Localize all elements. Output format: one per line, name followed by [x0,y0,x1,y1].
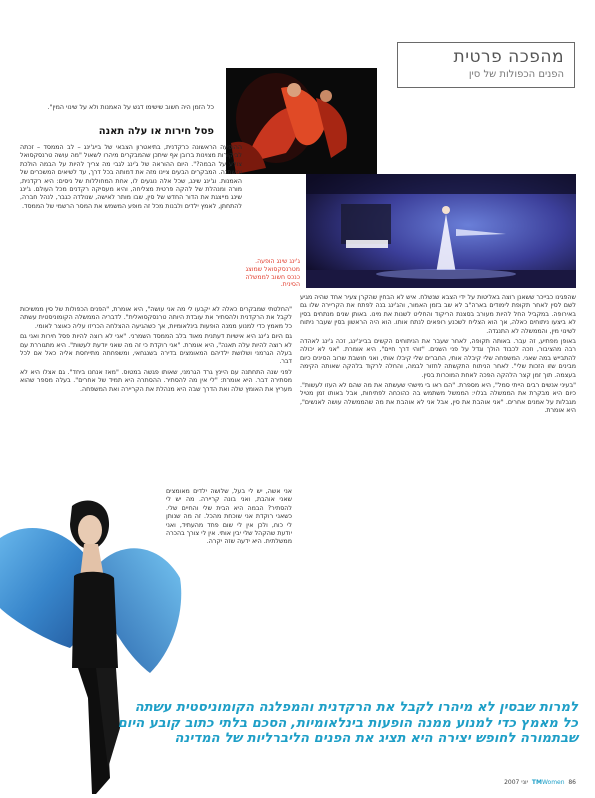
stage-photo [306,174,576,288]
section-heading: פסל חירות או עלה תאנה [98,126,214,137]
pull-quote-line-2: כל מאמץ כדי למנוע ממנה הופעות בינלאומיות, הסכם בלתי כתוב קובע היום [117,715,578,731]
section-subtitle: הפנים הכפולות של סין [468,69,564,80]
footer-brand-women: Women [541,779,565,786]
top-left-paragraph [20,104,214,122]
left-paragraph-1: ההופעה הראשונה כרקדנית, בתיאטרון הצבאי של בייג'ינג – לב הממסד – זכתה לביקורות מצוינות ברובן אף שיתכן שהמבקרים מיהרו לשאול "מה עושה טרנסקסואל צולע על הבמה?". היום ההוראה של ג'ינג לגבי מה צריך להיות על הבמה הולכת ומשתנה. המבקרים הבעים ציינו מזה את דמותה בכל דרך, עד לשיאים המשכרים של האמנות. וג'ינג שינג, שכל אלה נוגעים לו, אחת המחוללות של ניסים: היא רקדנית, מורה ומנהלת של להקה פרטית מצליחה, והיא מעסיקה רקדנים מכל העולם. ג'ינג שינג מייצגת את הדור החדש של סין, שבו מותר לאישה, שנולדה כגבר, לנהל חברה, להתחתן, לאמץ ילדים ולבנות מכל זה מופע המשמש את המסר הרשמי של הממסד. [20,144,242,210]
right-paragraph-1: שהפגינו כבייכר ששאנן רוצה באליטות על ידי הצבא שנשלח. איש לא הבחין שהקרן צעיר אחד שהיה מגיע לשם לסין לאחר תקופת לימודים בארה"ב לא שב בזמן האמור, והג'ינג בנה לפתח את הקריירה שלו גם באירופה. במקביל החל להיות מעורב בסצנת הריקוד והחליט לשנות את מינו. באותן שנים מנתחים בסין לא ביצעו ניתוחים כאלה, אך הוא הצליח לשכנע רופאים לנתח אותו. הוא היה הראשון בסין שעבר ניתוח לשינוי מין, והממשלה לא התנגדה. [300,294,576,335]
footer-brand-tm: TM [531,779,542,786]
photo-caption: ג'ינג שינג הופעה. מטרנסקסואל שמוצג כנכס חשוב לממשלה הסינית. [245,258,300,289]
right-column-text [300,294,576,660]
footer-issue: 2007 יוני [504,779,529,786]
right-paragraph-2: באופן מפתיע, זה עבר. באותה תקופה, לאחר שעבר את הניתוחים הקשים בבייג'ינג, זכה ג'ינג לאהדה רבה מהציבור, וזכה לכבוד הולך וגדל על פני השנים. "זוהי דרך חיים", היא אומרת. "אני לא יכולה להתבייש במה שאני. המשפחה שלי קיבלה אותי, החברים שלי קיבלו אותי, ואני חושבת שרוב הסינים כיום מבינים שזו הזכות שלי". לאחר הניתוח התקשתה לחזור לבמה, והחלה לרקוד בלהקה שאותה הקימה בעצמה. תוך זמן קצר הלהקה הפכה לאחת המוכרות בסין. [300,338,576,379]
left-paragraph-4: לפני שנה התחתנה עם היינץ גרד הגרמני, שאותו פגשה במטוס. "מאז אנחנו ביחד". גם אצלו היא לא מסתירה דבר. היא אומרת: "לי אין מה להסתיר. ההסתרה היא תמיד של אחרים". בעלה מספר שהוא מעריץ את האומץ שלה ואת הדרך שבה היא מנהלת את הקריירה ואת המשפחה. [20,368,292,393]
dancer-portrait-photo [0,498,190,794]
left-column-text [20,144,242,306]
top-left-text: כל הזמן היה חשוב שישימו דגש על האמנות ולא על שינוי המין". [47,104,214,111]
right-paragraph-3: "בעיני אנשים רבים הייתי סמל", היא מספרת. "הם ראו בי מישהי שעשתה את מה שהם לא העזו לעשות". כיום היא מבקרת את הממשלה בגלוי: הממשל משתמש בה כהוכחה לפתיחות, אבל באותו זמן מטיל מגבלות על אמנים אחרים. "אני אוהבת את סין, אבל אני לא אוהבת את מה שהממשלה עושה לאנשים", היא אומרת. [300,382,576,415]
left-paragraph-3: גם היום ג'ינג היא אישיות דעתנית מאוד בלב הממסד השמרני. "אני לא רוצה להיות פסל חירות ואני גם לא רוצה להיות עלה תאנה", היא אומרת. "אני רוקדת כי זה מה שאני יודעת לעשות". היא מתגוררת עם בעלה הגרמני ושלושת ילדיהם המאומצים בדירה בשנגחאי, ומשפחתה מתייחסת אליה כאל אם לכל דבר. [20,333,292,366]
left-wide-text [20,306,292,486]
left-paragraph-2: "החלטתי שמבקרים כאלה לא יקבעו לי מה אני עושה", היא אומרת, "הפנים הכפולות של סין ממשיכות לקבל את הרקדנית ולהסתיר את עובדת היותה טרנסקסואלית". לדבריה הממשלה הקומוניסטית עשתה כל מאמץ כדי למנוע ממנה הופעות בינלאומיות, אך כשהגיעה ההצלחה הכריזו עליה כאוצר לאומי. [20,306,292,330]
section-title: מהפכה פרטית [453,47,564,67]
page-number: 86 [568,779,576,786]
section-header-box [397,42,575,88]
narrow-paragraph: אני אשה, יש לי בעל, שלושה ילדים מאומצים שאני אוהבת, ואני בונה קריירה. מה יש לי להסתיר? הבמה היא הבית שלי והחיים שלי. כשאני רוקדת אני שוכחת מהכל. זה מה שנותן לי כוח, ולכן אין לי שום פחד מהעתיד, ואני יודעת שהקהל שלי יבין אותי. אין לי צורך בהכרה ממשלתית. היא ידעה שזה יקרה. [166,488,292,546]
pull-quote-line-1: למרות שבסין לא מיהרו לקבל את הרקדנית והמפלגה הקומוניסטית עשתה [134,700,578,715]
top-dance-photo [226,68,377,174]
page-footer [436,779,576,786]
pull-quote-line-3: שבתמורה לחופש יצירה היא תציג את הפנים הליברליות של המדינה [174,731,578,746]
pull-quote [30,700,578,747]
